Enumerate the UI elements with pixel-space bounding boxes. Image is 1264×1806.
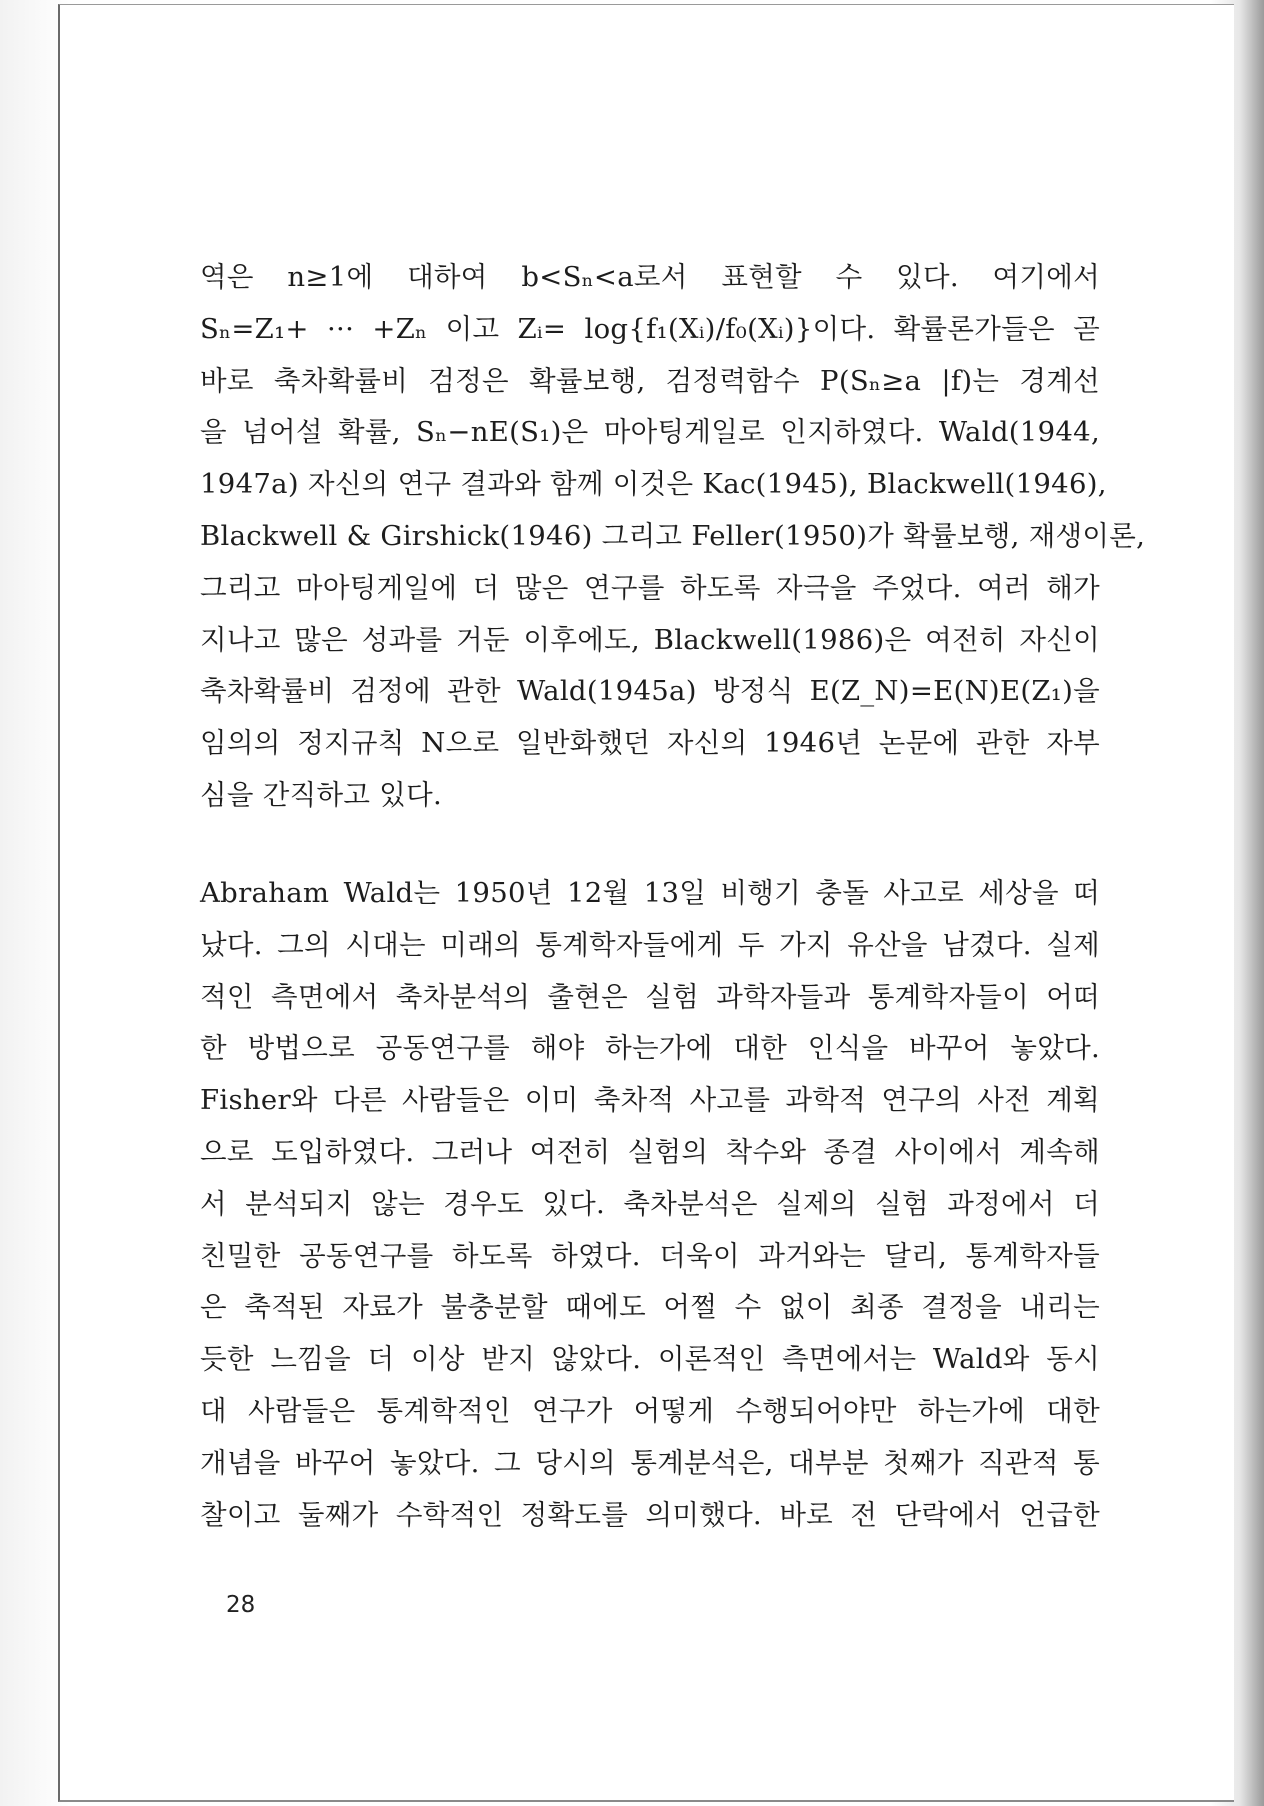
text-line: 한 방법으로 공동연구를 해야 하는가에 대한 인식을 바꾸어 놓았다. — [200, 1032, 1100, 1065]
text-line: 으로 도입하였다. 그러나 여전히 실험의 착수와 종결 사이에서 계속해 — [200, 1135, 1100, 1168]
text-line: Blackwell & Girshick(1946) 그리고 Feller(1950)가 확률보행, 재생이론, — [200, 519, 1146, 552]
text-line: 을 넘어설 확률, Sₙ−nE(S₁)은 마아팅게일로 인지하였다. Wald(1944, — [200, 416, 1100, 449]
text-line: 은 축적된 자료가 불충분할 때에도 어쩔 수 없이 최종 결정을 내리는 — [200, 1291, 1100, 1324]
text-line: 그리고 마아팅게일에 더 많은 연구를 하도록 자극을 주었다. 여러 해가 — [200, 571, 1100, 604]
text-line: 났다. 그의 시대는 미래의 통계학자들에게 두 가지 유산을 남겼다. 실제 — [200, 928, 1100, 961]
text-line: 임의의 정지규칙 N으로 일반화했던 자신의 1946년 논문에 관한 자부 — [200, 727, 1100, 760]
text-line: Abraham Wald는 1950년 12월 13일 비행기 충돌 사고로 세상을 떠 — [200, 877, 1100, 909]
text-line: 찰이고 둘째가 수학적인 정확도를 의미했다. 바로 전 단락에서 언급한 — [200, 1498, 1100, 1531]
text-line: 1947a) 자신의 연구 결과와 함께 이것은 Kac(1945), Blackwell(1946), — [200, 468, 1107, 501]
text-line: Fisher와 다른 사람들은 이미 축차적 사고를 과학적 연구의 사전 계획 — [200, 1084, 1100, 1117]
text-line: 축차확률비 검정에 관한 Wald(1945a) 방정식 E(Z_N)=E(N)E(Z₁)을 — [200, 675, 1100, 708]
text-line: 듯한 느낌을 더 이상 받지 않았다. 이론적인 측면에서는 Wald와 동시 — [200, 1343, 1100, 1376]
text-line: 역은 n≥1에 대하여 b<Sₙ<a로서 표현할 수 있다. 여기에서 — [200, 261, 1100, 293]
text-line: 바로 축차확률비 검정은 확률보행, 검정력함수 P(Sₙ≥a |f)는 경계선 — [200, 364, 1100, 397]
text-line: 지나고 많은 성과를 거둔 이후에도, Blackwell(1986)은 여전히 자신이 — [200, 623, 1100, 656]
text-line: 적인 측면에서 축차분석의 출현은 실험 과학자들과 통계학자들이 어떠 — [200, 980, 1100, 1013]
paragraph-1 — [200, 252, 1146, 822]
text-line: Sₙ=Z₁+ ··· +Zₙ 이고 Zᵢ= log{f₁(Xᵢ)/f₀(Xᵢ)}이다. 확률론가들은 곧 — [200, 312, 1100, 345]
text-line: 서 분석되지 않는 경우도 있다. 축차분석은 실제의 실험 과정에서 더 — [200, 1187, 1100, 1220]
page-number: 28 — [226, 1592, 256, 1618]
text-line: 심을 간직하고 있다. — [200, 778, 443, 811]
text-line: 대 사람들은 통계학적인 연구가 어떻게 수행되어야만 하는가에 대한 — [200, 1394, 1100, 1427]
text-line: 친밀한 공동연구를 하도록 하였다. 더욱이 과거와는 달리, 통계학자들 — [200, 1239, 1100, 1272]
paragraph-2 — [200, 868, 1100, 1541]
text-line: 개념을 바꾸어 놓았다. 그 당시의 통계분석은, 대부분 첫째가 직관적 통 — [200, 1446, 1100, 1479]
